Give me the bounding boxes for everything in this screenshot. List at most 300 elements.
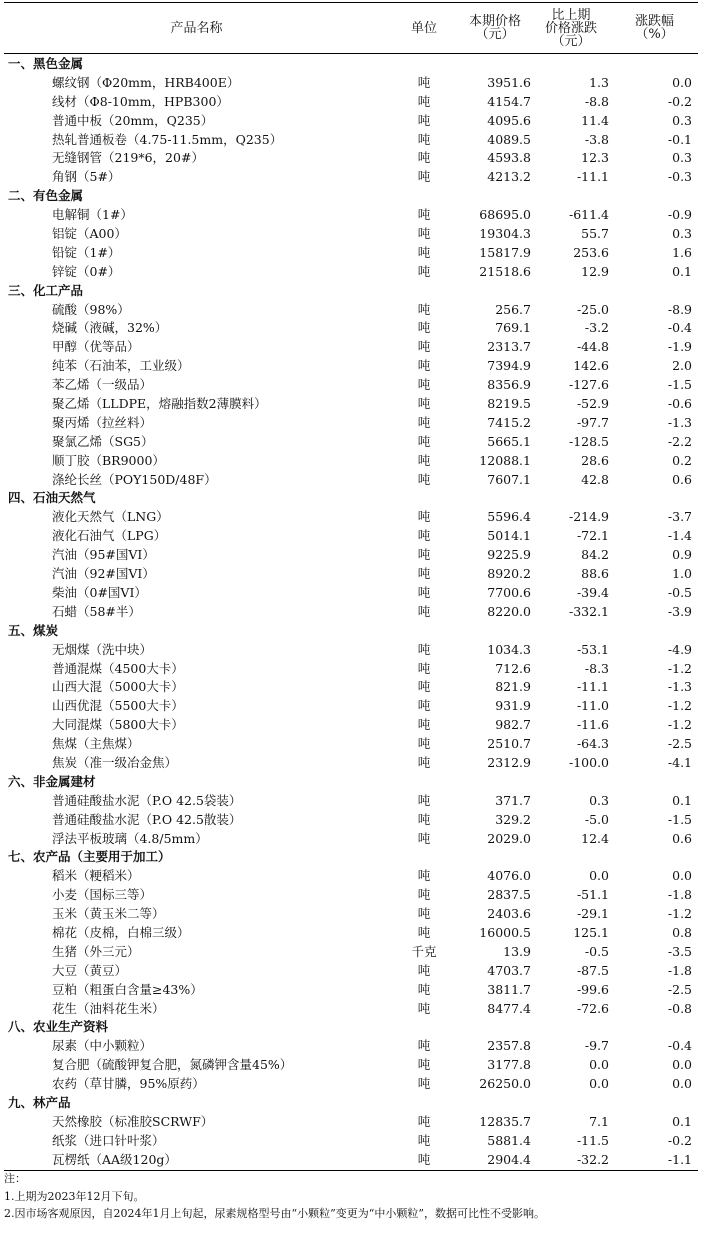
product-name: 焦煤（主焦煤） — [52, 736, 140, 752]
product-name: 山西大混（5000大卡） — [52, 679, 184, 695]
unit-cell: 吨 — [417, 320, 431, 336]
category-name: 八、农业生产资料 — [8, 1019, 109, 1035]
pct-cell: -2.2 — [667, 433, 692, 449]
unit-cell: 吨 — [417, 244, 431, 260]
product-name: 普通中板（20mm，Q235） — [52, 112, 214, 128]
table-row — [4, 943, 698, 962]
price-cell: 68695.0 — [479, 207, 531, 223]
header-pct-line1: 涨跌幅 — [634, 14, 674, 29]
category-row — [4, 282, 698, 301]
price-cell: 15817.9 — [479, 244, 531, 260]
pct-cell: -1.9 — [667, 339, 692, 355]
table-row — [4, 867, 698, 886]
note-line: 1.上期为2023年12月下旬。 — [4, 1189, 145, 1203]
unit-cell: 吨 — [417, 112, 431, 128]
table-row — [4, 508, 698, 527]
table-row — [4, 641, 698, 660]
price-cell: 2357.8 — [487, 1038, 531, 1054]
table-row — [4, 754, 698, 773]
table-row — [4, 1037, 698, 1056]
category-name: 七、农产品（主要用于加工） — [8, 849, 171, 865]
change-cell: 88.6 — [581, 566, 609, 582]
table-row — [4, 74, 698, 93]
price-cell: 5014.1 — [487, 528, 531, 544]
unit-cell: 吨 — [417, 169, 431, 185]
pct-cell: -3.9 — [667, 603, 692, 619]
change-cell: -11.5 — [576, 1132, 609, 1148]
change-cell: -44.8 — [576, 339, 609, 355]
pct-cell: -3.5 — [667, 943, 692, 959]
table-row — [4, 301, 698, 320]
unit-cell: 吨 — [417, 377, 431, 393]
unit-cell: 吨 — [417, 471, 431, 487]
change-cell: -3.8 — [584, 131, 609, 147]
price-cell: 5665.1 — [487, 433, 531, 449]
unit-cell: 吨 — [417, 1113, 431, 1129]
product-name: 山西优混（5500大卡） — [52, 698, 184, 714]
product-name: 大同混煤（5800大卡） — [52, 717, 184, 733]
change-cell: 0.3 — [589, 792, 609, 808]
table-row — [4, 735, 698, 754]
table-row — [4, 1151, 698, 1170]
price-table — [4, 2, 698, 1171]
price-cell: 26250.0 — [479, 1076, 531, 1092]
category-name: 二、有色金属 — [8, 188, 84, 204]
change-cell: 28.6 — [581, 452, 609, 468]
header-name: 产品名称 — [170, 20, 223, 36]
table-row — [4, 792, 698, 811]
product-name: 豆粕（粗蛋白含量≥43%） — [52, 981, 203, 997]
change-cell: -99.6 — [576, 981, 609, 997]
product-name: 甲醇（优等品） — [52, 339, 140, 355]
unit-cell: 吨 — [417, 358, 431, 374]
change-cell: -72.1 — [576, 528, 609, 544]
pct-cell: 0.0 — [672, 1057, 692, 1073]
unit-cell: 吨 — [417, 1151, 431, 1167]
change-cell: -8.3 — [584, 660, 609, 676]
change-cell: -87.5 — [576, 962, 609, 978]
pct-cell: 0.3 — [672, 150, 692, 166]
pct-cell: 0.0 — [672, 74, 692, 90]
table-row — [4, 338, 698, 357]
category-row — [4, 187, 698, 206]
table-row — [4, 546, 698, 565]
pct-cell: 0.0 — [672, 868, 692, 884]
price-cell: 4213.2 — [487, 169, 531, 185]
pct-cell: -0.5 — [667, 584, 692, 600]
price-cell: 7607.1 — [487, 471, 531, 487]
change-cell: 42.8 — [581, 471, 609, 487]
unit-cell: 吨 — [417, 1076, 431, 1092]
price-cell: 2904.4 — [487, 1151, 531, 1167]
product-name: 焦炭（准一级冶金焦） — [52, 754, 178, 770]
price-cell: 5596.4 — [487, 509, 531, 525]
category-name: 六、非金属建材 — [8, 773, 96, 789]
unit-cell: 吨 — [417, 150, 431, 166]
pct-cell: 0.2 — [672, 452, 692, 468]
pct-cell: -0.4 — [667, 320, 692, 336]
change-cell: -127.6 — [568, 377, 609, 393]
product-name: 小麦（国标三等） — [52, 887, 153, 903]
pct-cell: -0.2 — [667, 1132, 692, 1148]
category-row — [4, 773, 698, 792]
product-name: 石蜡（58#半） — [52, 603, 141, 619]
table-row — [4, 471, 698, 490]
product-name: 纸浆（进口针叶浆） — [52, 1132, 165, 1148]
table-row — [4, 962, 698, 981]
header-change — [531, 3, 611, 53]
price-cell: 8220.0 — [487, 603, 531, 619]
product-name: 普通混煤（4500大卡） — [52, 660, 184, 676]
pct-cell: 0.1 — [672, 792, 692, 808]
product-name: 农药（草甘膦，95%原药） — [52, 1076, 205, 1092]
change-cell: -3.2 — [584, 320, 609, 336]
price-cell: 4703.7 — [487, 962, 531, 978]
price-cell: 982.7 — [495, 717, 531, 733]
product-name: 无缝钢管（219*6，20#） — [52, 150, 204, 166]
product-name: 玉米（黄玉米二等） — [52, 906, 165, 922]
table-row — [4, 1000, 698, 1019]
pct-cell: -1.3 — [667, 679, 692, 695]
product-name: 普通硅酸盐水泥（P.O 42.5袋装） — [52, 792, 242, 808]
price-cell: 4089.5 — [487, 131, 531, 147]
table-row — [4, 414, 698, 433]
pct-cell: -1.3 — [667, 414, 692, 430]
unit-cell: 吨 — [417, 603, 431, 619]
pct-cell: 1.6 — [672, 244, 692, 260]
unit-cell: 吨 — [417, 131, 431, 147]
change-cell: 11.4 — [581, 112, 609, 128]
unit-cell: 吨 — [417, 660, 431, 676]
product-name: 锌锭（0#） — [52, 263, 121, 279]
unit-cell: 千克 — [411, 943, 437, 959]
change-cell: -5.0 — [584, 811, 609, 827]
change-cell: -9.7 — [584, 1038, 609, 1054]
table-row — [4, 905, 698, 924]
price-cell: 2313.7 — [487, 339, 531, 355]
unit-cell: 吨 — [417, 93, 431, 109]
pct-cell: 0.6 — [672, 471, 692, 487]
category-row — [4, 489, 698, 508]
price-cell: 8477.4 — [487, 1000, 531, 1016]
product-name: 花生（油料花生米） — [52, 1000, 165, 1016]
change-cell: -11.6 — [576, 717, 609, 733]
product-name: 天然橡胶（标准胶SCRWF） — [52, 1113, 214, 1129]
product-name: 瓦楞纸（AA级120g） — [52, 1151, 177, 1167]
price-cell: 19304.3 — [479, 226, 531, 242]
pct-cell: -0.2 — [667, 93, 692, 109]
unit-cell: 吨 — [417, 981, 431, 997]
table-row — [4, 886, 698, 905]
category-row — [4, 55, 698, 74]
change-cell: -11.1 — [576, 169, 609, 185]
header-change-line1: 比上期 — [551, 7, 591, 23]
price-cell: 4076.0 — [487, 868, 531, 884]
category-name: 九、林产品 — [8, 1094, 71, 1110]
table-row — [4, 678, 698, 697]
unit-cell: 吨 — [417, 717, 431, 733]
header-unit: 单位 — [410, 20, 437, 36]
table-row — [4, 1113, 698, 1132]
category-name: 四、石油天然气 — [8, 490, 96, 506]
pct-cell: -1.2 — [667, 698, 692, 714]
product-name: 生猪（外三元） — [52, 943, 140, 959]
unit-cell: 吨 — [417, 433, 431, 449]
pct-cell: -1.5 — [667, 377, 692, 393]
unit-cell: 吨 — [417, 830, 431, 846]
change-cell: -72.6 — [576, 1000, 609, 1016]
product-name: 热轧普通板卷（4.75-11.5mm，Q235） — [52, 131, 283, 147]
note-line: 2.因市场客观原因，自2024年1月上旬起，尿素规格型号由“小颗粒”变更为“中小颗粒”，数据可比性不受影响。 — [4, 1207, 545, 1220]
table-row — [4, 263, 698, 282]
table-row — [4, 584, 698, 603]
change-cell: -39.4 — [576, 584, 609, 600]
change-cell: -32.2 — [576, 1151, 609, 1167]
pct-cell: -0.3 — [667, 169, 692, 185]
price-cell: 2029.0 — [487, 830, 531, 846]
pct-cell: -1.5 — [667, 811, 692, 827]
product-name: 液化天然气（LNG） — [52, 509, 169, 525]
table-row — [4, 565, 698, 584]
table-row — [4, 697, 698, 716]
table-row — [4, 1132, 698, 1151]
pct-cell: -0.8 — [667, 1000, 692, 1016]
price-cell: 7394.9 — [487, 358, 531, 374]
change-cell: -53.1 — [576, 641, 609, 657]
unit-cell: 吨 — [417, 868, 431, 884]
price-cell: 329.2 — [495, 811, 531, 827]
unit-cell: 吨 — [417, 528, 431, 544]
price-cell: 371.7 — [495, 792, 531, 808]
note-line: 注： — [4, 1172, 26, 1185]
unit-cell: 吨 — [417, 698, 431, 714]
table-row — [4, 433, 698, 452]
table-row — [4, 660, 698, 679]
price-cell: 8356.9 — [487, 377, 531, 393]
price-cell: 16000.5 — [479, 924, 531, 940]
product-name: 线材（Φ8-10mm，HPB300） — [52, 93, 229, 109]
product-name: 苯乙烯（一级品） — [52, 377, 153, 393]
price-cell: 8920.2 — [487, 566, 531, 582]
header-change-line2: 价格涨跌 — [544, 20, 597, 36]
product-name: 浮法平板玻璃（4.8/5mm） — [52, 830, 208, 846]
price-cell: 21518.6 — [479, 263, 531, 279]
product-name: 普通硅酸盐水泥（P.O 42.5散装） — [52, 811, 242, 827]
product-name: 烧碱（液碱，32%） — [52, 320, 168, 336]
change-cell: 12.9 — [581, 263, 609, 279]
pct-cell: -1.8 — [667, 962, 692, 978]
unit-cell: 吨 — [417, 679, 431, 695]
change-cell: -0.5 — [584, 943, 609, 959]
change-cell: -214.9 — [568, 509, 609, 525]
price-cell: 2837.5 — [487, 887, 531, 903]
pct-cell: -1.2 — [667, 660, 692, 676]
header-change-line3: （元） — [551, 33, 591, 49]
pct-cell: -1.8 — [667, 887, 692, 903]
pct-cell: 0.1 — [672, 1113, 692, 1129]
product-name: 聚丙烯（拉丝料） — [52, 414, 153, 430]
pct-cell: 0.6 — [672, 830, 692, 846]
product-name: 螺纹钢（Φ20mm，HRB400E） — [52, 74, 240, 90]
header-price-line2: （元） — [475, 27, 515, 42]
pct-cell: -0.6 — [667, 396, 692, 412]
change-cell: -8.8 — [584, 93, 609, 109]
change-cell: -128.5 — [568, 433, 609, 449]
pct-cell: -4.1 — [667, 754, 692, 770]
product-name: 复合肥（硫酸钾复合肥，氮磷钾含量45%） — [52, 1057, 293, 1073]
change-cell: 0.0 — [589, 1076, 609, 1092]
table-row — [4, 452, 698, 471]
table-row — [4, 244, 698, 263]
product-name: 顺丁胶（BR9000） — [52, 452, 165, 468]
price-cell: 3177.8 — [487, 1057, 531, 1073]
price-cell: 4154.7 — [487, 93, 531, 109]
unit-cell: 吨 — [417, 906, 431, 922]
price-cell: 2403.6 — [487, 906, 531, 922]
change-cell: -25.0 — [576, 301, 609, 317]
category-name: 一、黑色金属 — [8, 56, 84, 71]
pct-cell: 0.9 — [672, 547, 692, 563]
table-row — [4, 168, 698, 187]
unit-cell: 吨 — [417, 339, 431, 355]
table-body — [4, 54, 698, 1171]
table-row — [4, 131, 698, 150]
price-cell: 7415.2 — [487, 414, 531, 430]
price-cell: 13.9 — [503, 943, 531, 959]
product-name: 铅锭（1#） — [52, 244, 121, 260]
product-name: 无烟煤（洗中块） — [52, 641, 153, 657]
product-name: 铝锭（A00） — [52, 226, 127, 242]
pct-cell: -0.4 — [667, 1038, 692, 1054]
unit-cell: 吨 — [417, 226, 431, 242]
category-row — [4, 848, 698, 867]
change-cell: -52.9 — [576, 396, 609, 412]
price-cell: 256.7 — [495, 301, 531, 317]
category-name: 三、化工产品 — [8, 282, 84, 298]
price-cell: 5881.4 — [487, 1132, 531, 1148]
table-row — [4, 603, 698, 622]
table-row — [4, 716, 698, 735]
unit-cell: 吨 — [417, 1000, 431, 1016]
unit-cell: 吨 — [417, 414, 431, 430]
unit-cell: 吨 — [417, 396, 431, 412]
table-row — [4, 112, 698, 131]
pct-cell: -2.5 — [667, 981, 692, 997]
pct-cell: -1.1 — [667, 1151, 692, 1167]
unit-cell: 吨 — [417, 924, 431, 940]
product-name: 汽油（95#国VI） — [52, 547, 155, 563]
unit-cell: 吨 — [417, 74, 431, 90]
pct-cell: -8.9 — [667, 301, 692, 317]
change-cell: 142.6 — [573, 358, 609, 374]
pct-cell: -2.5 — [667, 736, 692, 752]
price-cell: 821.9 — [495, 679, 531, 695]
pct-cell: 0.1 — [672, 263, 692, 279]
change-cell: -97.7 — [576, 414, 609, 430]
pct-cell: 0.3 — [672, 112, 692, 128]
category-name: 五、煤炭 — [8, 622, 59, 638]
change-cell: -11.1 — [576, 679, 609, 695]
price-cell: 4593.8 — [487, 150, 531, 166]
table-row — [4, 357, 698, 376]
product-name: 棉花（皮棉，白棉三级） — [52, 924, 190, 940]
unit-cell: 吨 — [417, 547, 431, 563]
product-name: 电解铜（1#） — [52, 207, 133, 223]
table-header — [4, 2, 698, 54]
price-cell: 7700.6 — [487, 584, 531, 600]
table-row — [4, 149, 698, 168]
price-cell: 8219.5 — [487, 396, 531, 412]
change-cell: -51.1 — [576, 887, 609, 903]
price-cell: 2510.7 — [487, 736, 531, 752]
change-cell: 55.7 — [581, 226, 609, 242]
table-row — [4, 206, 698, 225]
header-pct — [611, 3, 698, 53]
table-row — [4, 981, 698, 1000]
unit-cell: 吨 — [417, 301, 431, 317]
table-row — [4, 376, 698, 395]
product-name: 汽油（92#国VI） — [52, 566, 155, 582]
table-row — [4, 811, 698, 830]
unit-cell: 吨 — [417, 641, 431, 657]
unit-cell: 吨 — [417, 887, 431, 903]
change-cell: 125.1 — [573, 924, 609, 940]
product-name: 尿素（中小颗粒） — [52, 1038, 153, 1054]
category-row — [4, 1094, 698, 1113]
price-cell: 1034.3 — [487, 641, 531, 657]
change-cell: -11.0 — [576, 698, 609, 714]
product-name: 聚氯乙烯（SG5） — [52, 433, 154, 449]
product-name: 纯苯（石油苯，工业级） — [52, 358, 190, 374]
product-name: 聚乙烯（LLDPE，熔融指数2薄膜料） — [52, 396, 267, 412]
pct-cell: -1.2 — [667, 906, 692, 922]
change-cell: -100.0 — [568, 754, 609, 770]
unit-cell: 吨 — [417, 207, 431, 223]
unit-cell: 吨 — [417, 811, 431, 827]
unit-cell: 吨 — [417, 962, 431, 978]
change-cell: 12.4 — [581, 830, 609, 846]
change-cell: 12.3 — [581, 150, 609, 166]
pct-cell: -0.9 — [667, 207, 692, 223]
table-row — [4, 924, 698, 943]
table-row — [4, 319, 698, 338]
product-name: 硫酸（98%） — [52, 301, 130, 317]
pct-cell: 0.0 — [672, 1076, 692, 1092]
change-cell: -332.1 — [568, 603, 609, 619]
change-cell: -29.1 — [576, 906, 609, 922]
unit-cell: 吨 — [417, 1132, 431, 1148]
pct-cell: 1.0 — [672, 566, 692, 582]
unit-cell: 吨 — [417, 566, 431, 582]
table-row — [4, 830, 698, 849]
change-cell: 253.6 — [573, 244, 609, 260]
unit-cell: 吨 — [417, 452, 431, 468]
unit-cell: 吨 — [417, 754, 431, 770]
table-row — [4, 1075, 698, 1094]
table-row — [4, 527, 698, 546]
notes — [4, 1170, 694, 1223]
category-row — [4, 1018, 698, 1037]
change-cell: 84.2 — [581, 547, 609, 563]
unit-cell: 吨 — [417, 792, 431, 808]
price-cell: 12088.1 — [479, 452, 531, 468]
price-cell: 3811.7 — [487, 981, 531, 997]
pct-cell: -0.1 — [667, 131, 692, 147]
price-cell: 4095.6 — [487, 112, 531, 128]
unit-cell: 吨 — [417, 509, 431, 525]
product-name: 柴油（0#国VI） — [52, 584, 147, 600]
unit-cell: 吨 — [417, 263, 431, 279]
